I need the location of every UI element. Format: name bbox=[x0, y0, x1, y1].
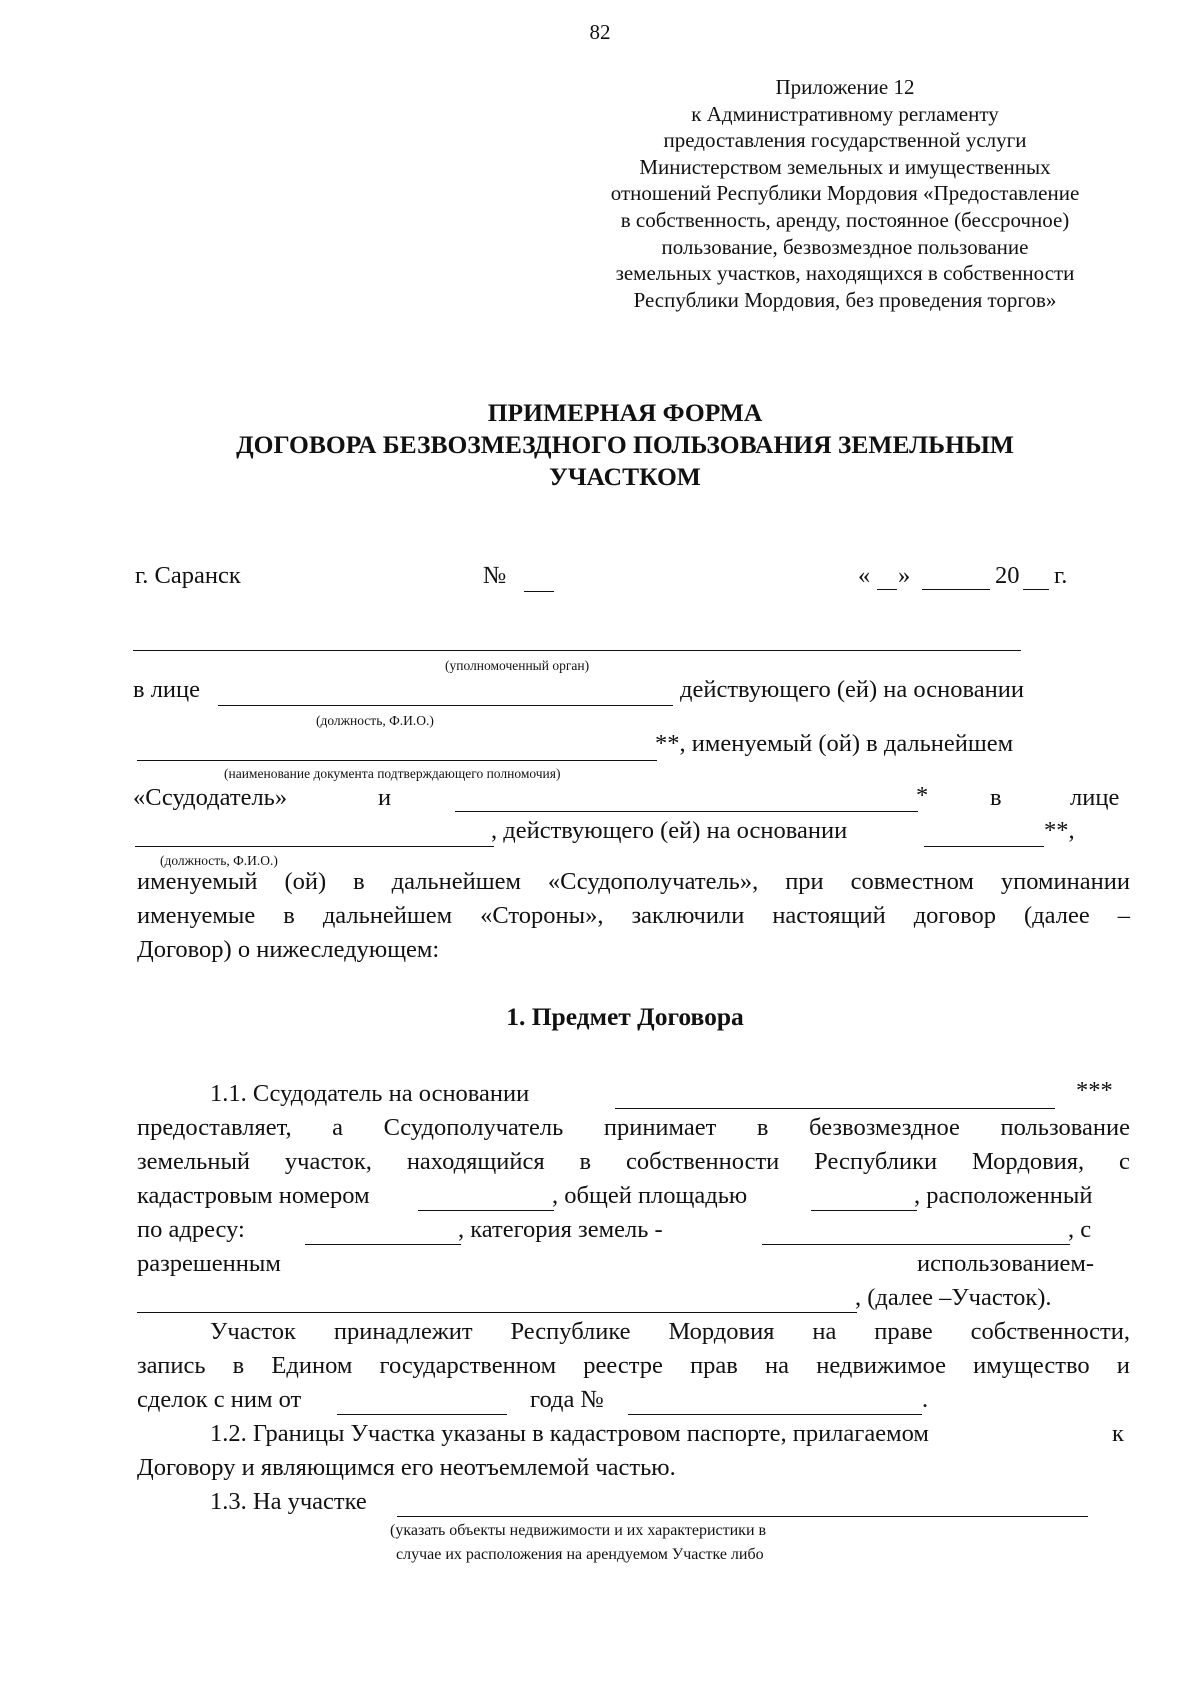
word: договор bbox=[913, 902, 997, 929]
in-person-label: в лице bbox=[133, 676, 201, 703]
address-blank bbox=[305, 1244, 461, 1245]
word: запись bbox=[137, 1352, 206, 1379]
word: реестре bbox=[583, 1352, 663, 1379]
word: именуемый bbox=[137, 868, 258, 895]
date-close-quote: » bbox=[898, 562, 911, 589]
document-title bbox=[0, 397, 1200, 493]
word: участок, bbox=[284, 1148, 372, 1175]
word: Мордовия, bbox=[972, 1148, 1085, 1175]
appendix-line: земельных участков, находящихся в собственности bbox=[615, 261, 1075, 286]
word: «Стороны», bbox=[480, 902, 604, 929]
word: прав bbox=[690, 1352, 738, 1379]
word: именуемые bbox=[137, 902, 256, 929]
lender-basis-blank bbox=[615, 1108, 1055, 1109]
word: недвижимое bbox=[816, 1352, 946, 1379]
word: имущество bbox=[973, 1352, 1090, 1379]
lender-label: «Ссудодатель» bbox=[133, 784, 288, 811]
clause-1-2-line-1: 1.2. Границы Участка указаны в кадастровом паспорте, прилагаемом bbox=[210, 1420, 929, 1447]
word: Республике bbox=[510, 1318, 631, 1345]
cadastral-number-label: кадастровым номером bbox=[137, 1182, 370, 1209]
month-blank bbox=[922, 589, 990, 590]
preamble-line-1 bbox=[137, 868, 1130, 896]
clause-1-3-note-2: случае их расположения на арендуемом Участке либо bbox=[396, 1546, 764, 1563]
caption-authorized-body: (уполномоченный орган) bbox=[445, 658, 590, 673]
basis-blank-2 bbox=[924, 846, 1044, 847]
word: находящийся bbox=[406, 1148, 545, 1175]
clause-1-1-line-3 bbox=[137, 1148, 1130, 1176]
area-label: , общей площадью bbox=[552, 1182, 748, 1209]
cadastral-number-blank bbox=[418, 1210, 554, 1211]
ownership-line-1 bbox=[210, 1318, 1130, 1346]
land-category-label: , категория земель - bbox=[458, 1216, 663, 1243]
word: на bbox=[812, 1318, 837, 1345]
ownership-line-2 bbox=[137, 1352, 1130, 1380]
preamble-line-3: Договор) о нижеследующем: bbox=[137, 936, 440, 963]
number-label: № bbox=[483, 562, 507, 589]
word: в bbox=[283, 902, 295, 929]
city-label: г. Саранск bbox=[135, 562, 241, 589]
word: – bbox=[1117, 902, 1130, 929]
permitted-label: разрешенным bbox=[137, 1250, 281, 1277]
representative-blank bbox=[218, 705, 673, 706]
word: в bbox=[232, 1352, 245, 1379]
word: Республики bbox=[814, 1148, 938, 1175]
word: настоящий bbox=[772, 902, 886, 929]
year-blank bbox=[1023, 589, 1049, 590]
clause-1-3-label: 1.3. На участке bbox=[210, 1488, 367, 1515]
word: упоминании bbox=[1000, 868, 1130, 895]
word: земельный bbox=[137, 1148, 251, 1175]
borrower-blank bbox=[455, 811, 918, 812]
use-label: использованием- bbox=[917, 1250, 1095, 1277]
word: Участок bbox=[210, 1318, 296, 1345]
v-label: в bbox=[990, 784, 1002, 811]
area-blank bbox=[811, 1210, 917, 1211]
clause-1-2-line-2: Договору и являющимся его неотъемлемой частью. bbox=[137, 1454, 676, 1481]
year-prefix: 20 bbox=[995, 562, 1020, 589]
named-further-text: **, именуемый (ой) в дальнейшем bbox=[655, 730, 1014, 757]
number-blank bbox=[524, 591, 554, 592]
word: (далее bbox=[1024, 902, 1090, 929]
appendix-line: к Административному регламенту bbox=[691, 101, 999, 126]
double-star-mark: **, bbox=[1044, 817, 1075, 844]
day-blank bbox=[877, 589, 897, 590]
clause-1-1-start: 1.1. Ссудодатель на основании bbox=[210, 1080, 530, 1107]
word: «Ссудополучатель», bbox=[547, 868, 759, 895]
word: и bbox=[1116, 1352, 1130, 1379]
word: Ссудополучатель bbox=[383, 1114, 564, 1141]
deals-from-label: сделок с ним от bbox=[137, 1386, 302, 1413]
registration-number-blank bbox=[628, 1414, 922, 1415]
word: заключили bbox=[631, 902, 745, 929]
word: при bbox=[785, 868, 824, 895]
borrower-representative-blank bbox=[135, 846, 494, 847]
preamble-line-2 bbox=[137, 902, 1130, 930]
and-label: и bbox=[378, 784, 392, 811]
clause-1-2-k: к bbox=[1112, 1420, 1124, 1447]
word: дальнейшем bbox=[391, 868, 521, 895]
authorized-body-blank bbox=[133, 650, 1021, 651]
date-open-quote: « bbox=[858, 562, 871, 589]
word: собственности, bbox=[970, 1318, 1130, 1345]
word: в bbox=[353, 868, 365, 895]
period-mark: . bbox=[922, 1386, 929, 1413]
word: принадлежит bbox=[333, 1318, 473, 1345]
word: праве bbox=[874, 1318, 933, 1345]
acting-basis-text-2: , действующего (ей) на основании bbox=[491, 817, 848, 844]
word: безвозмездное bbox=[809, 1114, 960, 1141]
appendix-line: предоставления государственной услуги bbox=[663, 128, 1027, 153]
title-line-2: ДОГОВОРА БЕЗВОЗМЕЗДНОГО ПОЛЬЗОВАНИЯ ЗЕМЕЛЬНЫМ bbox=[236, 430, 1014, 459]
clause-1-1-line-2 bbox=[137, 1114, 1130, 1142]
address-label: по адресу: bbox=[137, 1216, 245, 1243]
appendix-line: Республики Мордовия, без проведения торгов» bbox=[633, 287, 1057, 312]
acting-basis-text: действующего (ей) на основании bbox=[680, 676, 1024, 703]
word: дальнейшем bbox=[322, 902, 453, 929]
title-line-1: ПРИМЕРНАЯ ФОРМА bbox=[487, 398, 763, 427]
appendix-line: Приложение 12 bbox=[775, 75, 915, 99]
word: с bbox=[1119, 1148, 1130, 1175]
word: Едином bbox=[271, 1352, 353, 1379]
clause-1-3-note-1: (указать объекты недвижимости и их характеристики в bbox=[390, 1522, 767, 1539]
word: собственности bbox=[626, 1148, 780, 1175]
word: предоставляет, bbox=[137, 1114, 292, 1141]
real-estate-objects-blank bbox=[397, 1516, 1088, 1517]
word: пользование bbox=[1000, 1114, 1130, 1141]
year-suffix: г. bbox=[1054, 562, 1068, 589]
with-label: , с bbox=[1068, 1216, 1092, 1243]
word: (ой) bbox=[284, 868, 327, 895]
triple-star-mark: *** bbox=[1076, 1077, 1113, 1104]
word: принимает bbox=[603, 1114, 717, 1141]
section-1-heading: 1. Предмет Договора bbox=[506, 1002, 744, 1031]
word: а bbox=[332, 1114, 344, 1141]
appendix-line: отношений Республики Мордовия «Предоставление bbox=[610, 181, 1080, 206]
caption-position-name-2: (должность, Ф.И.О.) bbox=[160, 853, 278, 868]
word: в bbox=[579, 1148, 592, 1175]
star-mark: * bbox=[916, 782, 929, 809]
word: Мордовия bbox=[668, 1318, 775, 1345]
face-label: лице bbox=[1070, 784, 1120, 811]
appendix-block bbox=[560, 74, 1130, 313]
word: в bbox=[756, 1114, 769, 1141]
caption-position-name-1: (должность, Ф.И.О.) bbox=[316, 713, 434, 728]
word: совместном bbox=[850, 868, 974, 895]
appendix-line: пользование, безвозмездное пользование bbox=[661, 234, 1029, 259]
word: государственном bbox=[379, 1352, 557, 1379]
located-label: , расположенный bbox=[914, 1182, 1093, 1209]
page-number: 82 bbox=[589, 20, 611, 44]
appendix-line: Министерством земельных и имущественных bbox=[639, 154, 1051, 179]
title-line-3: УЧАСТКОМ bbox=[549, 462, 701, 491]
document-blank bbox=[137, 760, 657, 761]
registration-date-blank bbox=[337, 1414, 507, 1415]
caption-document-name: (наименование документа подтверждающего полномочия) bbox=[224, 766, 561, 781]
word: на bbox=[765, 1352, 790, 1379]
land-category-blank bbox=[762, 1244, 1070, 1245]
permitted-use-blank bbox=[137, 1312, 857, 1313]
year-number-label: года № bbox=[530, 1386, 604, 1413]
appendix-line: в собственность, аренду, постоянное (бессрочное) bbox=[620, 207, 1070, 232]
hereinafter-plot: , (далее –Участок). bbox=[855, 1284, 1052, 1311]
